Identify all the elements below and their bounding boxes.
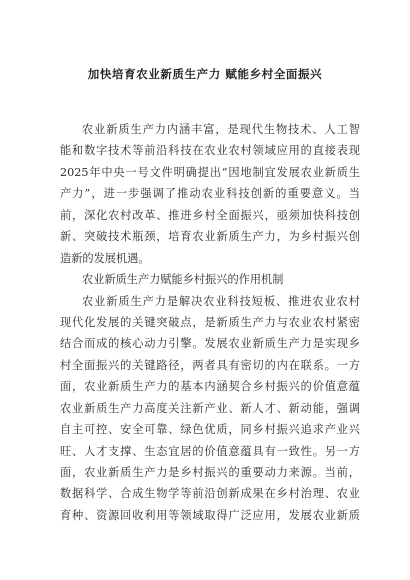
paragraph-line: 育种、资源回收利用等领域取得广泛应用，发展农业新质 <box>60 508 360 522</box>
paragraph-line: 旺、人才支撑、生态宜居的价值意蕴具有一致性。另一方 <box>60 444 360 458</box>
paragraph-line: 前，深化农村改革、推进乡村全面振兴，亟须加快科技创 <box>60 208 360 222</box>
paragraph-line: 农业新质生产力是解决农业科技短板、推进农业农村 <box>82 294 360 308</box>
paragraph-line: 自主可控、安全可靠、绿色优质，同乡村振兴追求产业兴 <box>60 423 360 437</box>
paragraph-line: 农业新质生产力高度关注新产业、新人才、新动能，强调 <box>60 401 360 415</box>
paragraph-line: 能和数字技术等前沿科技在农业农村领域应用的直接表现 <box>60 144 360 158</box>
paragraph-line: 2025年中央一号文件明确提出“因地制宜发展农业新质生 <box>60 165 360 179</box>
paragraph-line: 面，农业新质生产力的基本内涵契合乡村振兴的价值意蕴 <box>60 380 360 394</box>
section-heading: 农业新质生产力赋能乡村振兴的作用机制 <box>82 273 284 287</box>
paragraph-line: 数据科学、合成生物学等前沿创新成果在乡村治理、农业 <box>60 487 360 501</box>
paragraph-line: 结合而成的核心动力引擎。发展农业新质生产力是实现乡 <box>60 337 360 351</box>
paragraph-line: 产力”，进一步强调了推动农业科技创新的重要意义。当 <box>60 187 360 201</box>
document-title: 加快培育农业新质生产力 赋能乡村全面振兴 <box>87 67 323 81</box>
paragraph-line: 村全面振兴的关键路径，两者具有密切的内在联系。一方 <box>60 358 360 372</box>
paragraph-line: 造新的发展机遇。 <box>60 251 150 265</box>
paragraph-line: 新、突破技术瓶颈，培育农业新质生产力，为乡村振兴创 <box>60 230 360 244</box>
paragraph-line: 面，农业新质生产力是乡村振兴的重要动力来源。当前， <box>60 466 360 479</box>
document-body <box>60 119 360 526</box>
paragraph-line: 现代化发展的关键突破点，是新质生产力与农业农村紧密 <box>60 315 360 329</box>
paragraph-line: 农业新质生产力内涵丰富，是现代生物技术、人工智 <box>82 123 360 136</box>
